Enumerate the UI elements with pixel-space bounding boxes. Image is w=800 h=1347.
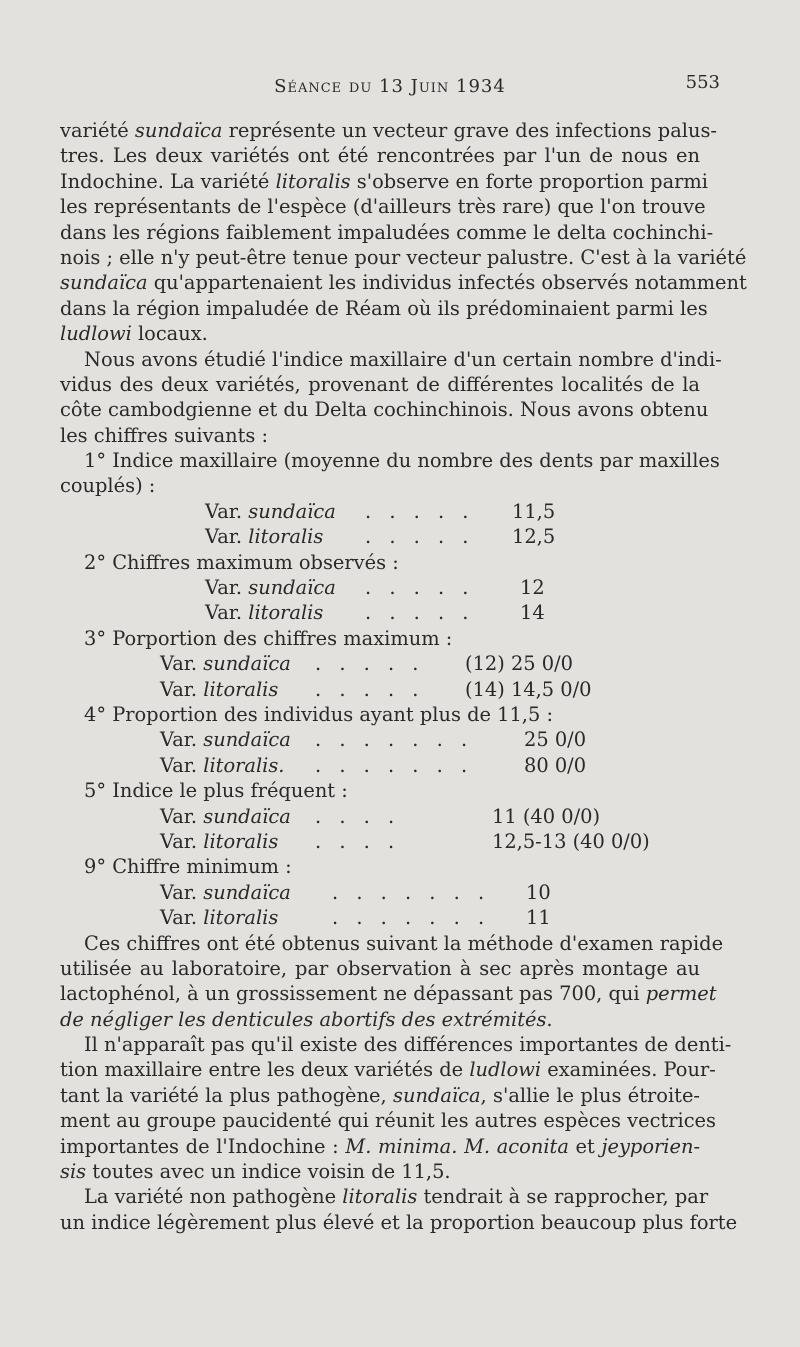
paragraph-2 bbox=[60, 347, 722, 449]
text-run: ment au groupe paucidenté qui réunit les autres espèces vectrices bbox=[60, 1109, 716, 1133]
entry-prefix: Var. bbox=[205, 525, 249, 549]
text-line bbox=[60, 1134, 700, 1159]
text-line bbox=[60, 270, 747, 295]
text-line bbox=[60, 1184, 709, 1209]
leader-dots: . . . . . bbox=[315, 652, 425, 676]
text-line bbox=[60, 220, 714, 245]
list-entry bbox=[60, 499, 700, 524]
text-run: Indochine. La variété bbox=[60, 169, 276, 193]
list-heading: 3° Porportion des chiffres maximum : bbox=[84, 626, 453, 650]
entry-value: 11,5 bbox=[512, 499, 556, 523]
entry-prefix: Var. bbox=[160, 804, 204, 828]
list-heading: 9° Chiffre minimum : bbox=[84, 855, 292, 879]
entry-prefix: Var. bbox=[160, 753, 204, 777]
entry-value: 80 0/0 bbox=[524, 753, 587, 777]
text-run: examinées. Pour- bbox=[541, 1058, 716, 1082]
paragraph-4 bbox=[60, 1032, 732, 1184]
text-run: Nous avons étudié l'indice maxillaire d'un certain nombre d'indi- bbox=[84, 347, 722, 371]
italic-run: sis bbox=[60, 1160, 87, 1184]
entry-label bbox=[205, 575, 336, 600]
text-run: représente un vecteur grave des infections palus- bbox=[222, 119, 717, 142]
entry-label bbox=[160, 804, 291, 829]
italic-run: litoralis bbox=[275, 169, 351, 193]
text-line bbox=[60, 1159, 700, 1184]
page-header bbox=[60, 70, 720, 100]
variety-name: litoralis bbox=[203, 829, 279, 853]
list-entry bbox=[60, 804, 700, 829]
italic-run: sundaïca bbox=[60, 271, 148, 295]
entry-value: 11 bbox=[526, 906, 551, 930]
text-line bbox=[60, 118, 717, 143]
text-run: tion maxillaire entre les deux variétés de bbox=[60, 1058, 470, 1082]
entry-prefix: Var. bbox=[160, 677, 204, 701]
text-run: et bbox=[568, 1134, 602, 1158]
text-line bbox=[60, 423, 700, 448]
leader-dots: . . . . . bbox=[365, 525, 475, 549]
italic-run: sundaïca bbox=[134, 119, 223, 142]
entry-label bbox=[205, 524, 323, 549]
entry-value: (12) 25 0/0 bbox=[465, 652, 574, 676]
text-line bbox=[60, 143, 700, 168]
text-line bbox=[60, 1210, 738, 1235]
entry-label bbox=[205, 499, 336, 524]
variety-name: sundaïca bbox=[203, 880, 291, 904]
leader-dots: . . . . . . . bbox=[332, 906, 491, 930]
list-heading: 1° Indice maxillaire (moyenne du nombre des dents par maxilles bbox=[84, 449, 720, 473]
list-heading: 4° Proportion des individus ayant plus de 11,5 : bbox=[84, 702, 554, 726]
leader-dots: . . . . . . . bbox=[315, 753, 474, 777]
text-line bbox=[60, 169, 709, 194]
italic-run: litoralis bbox=[342, 1185, 418, 1209]
text-run: toutes avec un indice voisin de 11,5. bbox=[86, 1160, 451, 1184]
list-entry bbox=[60, 600, 700, 625]
list-entry bbox=[60, 524, 700, 549]
leader-dots: . . . . bbox=[315, 829, 401, 853]
paragraph-5 bbox=[60, 1184, 738, 1235]
text-run: côte cambodgienne et du Delta cochinchinois. Nous avons obtenu bbox=[60, 398, 709, 422]
variety-name: litoralis bbox=[248, 525, 324, 549]
page-number: 553 bbox=[685, 72, 720, 93]
text-run: variété bbox=[60, 119, 135, 142]
italic-run: de négliger les denticules abortifs des extrémités bbox=[60, 1007, 547, 1031]
text-run: dans la région impaludée de Réam où ils prédominaient parmi les bbox=[60, 296, 708, 320]
list-entry bbox=[60, 753, 700, 778]
italic-run: ludlowi bbox=[469, 1058, 542, 1082]
italic-run: sundaïca bbox=[393, 1083, 481, 1107]
text-line bbox=[60, 956, 700, 981]
entry-value: 11 (40 0/0) bbox=[492, 804, 601, 828]
text-line bbox=[60, 296, 708, 321]
leader-dots: . . . . . bbox=[365, 499, 475, 523]
variety-name: sundaïca bbox=[203, 804, 291, 828]
text-run: , s'allie le plus étroite- bbox=[480, 1083, 700, 1107]
entry-label bbox=[205, 600, 323, 625]
entry-prefix: Var. bbox=[160, 829, 204, 853]
leader-dots: . . . . bbox=[315, 804, 401, 828]
italic-run: jeyporien- bbox=[601, 1134, 700, 1158]
paragraph-1 bbox=[60, 118, 747, 347]
entry-value: 14 bbox=[520, 601, 545, 625]
text-line bbox=[60, 931, 724, 956]
italic-run: M. minima. M. aconita bbox=[345, 1134, 569, 1158]
list-entry bbox=[60, 677, 700, 702]
leader-dots: . . . . . bbox=[315, 677, 425, 701]
text-run: vidus des deux variétés, provenant de différentes localités de la bbox=[60, 372, 700, 396]
entry-prefix: Var. bbox=[160, 728, 204, 752]
entry-prefix: Var. bbox=[205, 499, 249, 523]
variety-name: sundaïca bbox=[248, 499, 336, 523]
list-entry bbox=[60, 829, 700, 854]
leader-dots: . . . . . bbox=[365, 601, 475, 625]
entry-prefix: Var. bbox=[160, 652, 204, 676]
text-line bbox=[60, 1007, 700, 1032]
text-line bbox=[60, 245, 747, 270]
text-run: Il n'apparaît pas qu'il existe des différences importantes de denti- bbox=[84, 1033, 732, 1057]
text-run: s'observe en forte proportion parmi bbox=[350, 169, 709, 193]
text-run: La variété non pathogène bbox=[84, 1185, 343, 1209]
leader-dots: . . . . . . . bbox=[332, 880, 491, 904]
text-run: nois ; elle n'y peut-être tenue pour vecteur palustre. C'est à la variété bbox=[60, 245, 747, 269]
entry-value: 10 bbox=[526, 880, 551, 904]
entry-value: 12,5-13 (40 0/0) bbox=[492, 829, 650, 853]
leader-dots: . . . . . bbox=[365, 576, 475, 600]
variety-name: litoralis bbox=[248, 601, 324, 625]
list-heading: 2° Chiffres maximum observés : bbox=[84, 550, 399, 574]
entry-value: 25 0/0 bbox=[524, 728, 587, 752]
paragraph-3 bbox=[60, 931, 724, 1033]
text-line bbox=[60, 347, 722, 372]
entry-label bbox=[160, 905, 278, 930]
entry-value: (14) 14,5 0/0 bbox=[465, 677, 592, 701]
entry-prefix: Var. bbox=[205, 601, 249, 625]
text-line bbox=[60, 372, 700, 397]
variety-name: litoralis bbox=[203, 906, 279, 930]
list-entry bbox=[60, 905, 700, 930]
text-run: tant la variété la plus pathogène, bbox=[60, 1083, 393, 1107]
text-line bbox=[60, 321, 700, 346]
list-heading-continuation: couplés) : bbox=[60, 474, 156, 498]
text-run: les représentants de l'espèce (d'ailleurs très rare) que l'on trouve bbox=[60, 195, 706, 219]
text-line bbox=[60, 194, 706, 219]
list-entry bbox=[60, 651, 700, 676]
list-heading: 5° Indice le plus fréquent : bbox=[84, 779, 348, 803]
list-entry bbox=[60, 575, 700, 600]
variety-name: litoralis. bbox=[203, 753, 285, 777]
text-run: locaux. bbox=[131, 322, 208, 346]
entry-prefix: Var. bbox=[205, 576, 249, 600]
text-run: qu'appartenaient les individus infectés observés notamment bbox=[147, 271, 747, 295]
body-text bbox=[60, 118, 747, 1235]
text-line bbox=[60, 1108, 716, 1133]
text-line bbox=[60, 981, 717, 1006]
leader-dots: . . . . . . . bbox=[315, 728, 474, 752]
text-run: utilisée au laboratoire, par observation à sec après montage au bbox=[60, 956, 700, 980]
variety-name: sundaïca bbox=[248, 576, 336, 600]
entry-label bbox=[160, 829, 278, 854]
text-run: les chiffres suivants : bbox=[60, 423, 269, 447]
text-line bbox=[60, 1083, 700, 1108]
variety-name: sundaïca bbox=[203, 652, 291, 676]
entry-label bbox=[160, 880, 291, 905]
text-run: lactophénol, à un grossissement ne dépassant pas 700, qui bbox=[60, 982, 646, 1006]
italic-run: permet bbox=[645, 982, 717, 1006]
text-run: importantes de l'Indochine : bbox=[60, 1134, 346, 1158]
entry-prefix: Var. bbox=[160, 880, 204, 904]
text-line bbox=[60, 397, 709, 422]
text-run: tendrait à se rapprocher, par bbox=[417, 1185, 709, 1209]
variety-name: sundaïca bbox=[203, 728, 291, 752]
text-run: un indice légèrement plus élevé et la proportion beaucoup plus forte bbox=[60, 1210, 738, 1234]
entry-value: 12 bbox=[520, 576, 545, 600]
text-run: Ces chiffres ont été obtenus suivant la méthode d'examen rapide bbox=[84, 931, 724, 955]
entry-label bbox=[160, 677, 278, 702]
list-entry bbox=[60, 880, 700, 905]
index-list bbox=[60, 448, 720, 930]
entry-label bbox=[160, 753, 284, 778]
entry-value: 12,5 bbox=[512, 525, 556, 549]
variety-name: litoralis bbox=[203, 677, 279, 701]
list-entry bbox=[60, 727, 700, 752]
entry-label bbox=[160, 651, 291, 676]
text-line bbox=[60, 1057, 716, 1082]
entry-label bbox=[160, 727, 291, 752]
italic-run: ludlowi bbox=[60, 322, 132, 346]
text-run: dans les régions faiblement impaludées comme le delta cochinchi- bbox=[60, 220, 714, 244]
text-run: . bbox=[546, 1007, 553, 1031]
running-head: Séance du 13 Juin 1934 bbox=[274, 76, 506, 97]
entry-prefix: Var. bbox=[160, 906, 204, 930]
text-run: tres. Les deux variétés ont été rencontrées par l'un de nous en bbox=[60, 144, 700, 168]
text-line bbox=[60, 1032, 732, 1057]
